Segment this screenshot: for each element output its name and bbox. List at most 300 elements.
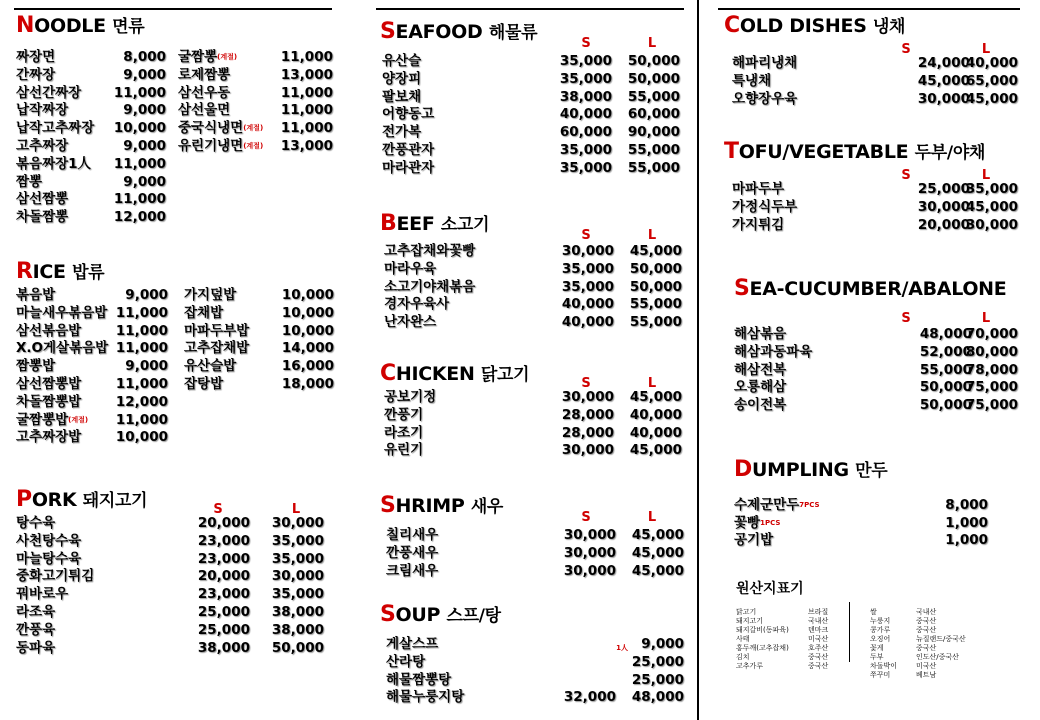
menu-item-name: 산라탕: [386, 653, 426, 670]
menu-item-price-large: 35,000: [271, 586, 324, 603]
menu-item: [732, 90, 1032, 108]
menu-item: [178, 84, 333, 102]
origin-section: [736, 578, 1026, 718]
seacuc-size-l: L: [981, 311, 991, 326]
origin-title: 원산지표기: [736, 581, 804, 597]
menu-item: [16, 66, 166, 84]
menu-item-name: 깐풍기: [384, 406, 424, 423]
menu-item: [384, 242, 694, 260]
menu-item-price: 12,000: [113, 209, 166, 226]
menu-item-price-small: 40,000: [561, 296, 614, 313]
menu-item: [16, 173, 166, 191]
menu-item-price-large: 50,000: [627, 53, 680, 69]
menu-item-note: (계절): [243, 142, 264, 150]
tofu-section: [724, 140, 1024, 250]
menu-item-name: 오룡해삼: [734, 379, 787, 396]
chicken-section: [380, 362, 690, 472]
menu-item-price: 1,000: [945, 532, 988, 548]
menu-item: [16, 585, 336, 603]
cold-size-s: S: [901, 42, 911, 57]
menu-item-name: 볶음짜장1人: [16, 155, 92, 172]
menu-item: [16, 48, 166, 66]
menu-item-price-large: 55,000: [627, 159, 680, 176]
menu-item-price-small: 60,000: [559, 124, 612, 141]
menu-item-price-small: 30,000: [563, 545, 616, 561]
beef-size-s: S: [581, 228, 591, 243]
menu-item-name: 유산슬밥: [184, 358, 237, 375]
menu-item-price: 9,000: [123, 138, 166, 154]
menu-item-name: 잡탕밥: [184, 376, 224, 392]
menu-item-price: 9,000: [123, 173, 166, 190]
menu-item: [382, 141, 692, 159]
top-rule-right: [718, 8, 1020, 10]
seafood-title: SEAFOOD 해물류: [380, 19, 538, 44]
tofu-size-s: S: [901, 168, 911, 183]
menu-item: [384, 388, 694, 406]
menu-item-price-large: 48,000: [631, 689, 684, 706]
menu-item-name: 차돌짬뽕: [16, 209, 69, 226]
menu-item-price: 11,000: [115, 304, 168, 321]
menu-item: [178, 101, 333, 119]
menu-item: [16, 322, 168, 340]
menu-item-name: 사천탕수육: [16, 532, 82, 549]
menu-item-price: 11,000: [115, 376, 168, 392]
menu-item-name: 크림새우: [386, 563, 439, 579]
menu-item-name: 양장피: [382, 70, 422, 87]
menu-item-price-small: 28,000: [561, 406, 614, 423]
menu-item: [734, 514, 1024, 532]
cold-title: COLD DISHES 냉채: [724, 13, 906, 38]
shrimp-size-l: L: [647, 510, 657, 525]
menu-item-price: 9,000: [125, 358, 168, 375]
menu-item-name: 잡채밥: [184, 304, 224, 321]
menu-item-name: 짬뽕: [16, 173, 43, 190]
menu-item: [734, 361, 1024, 379]
menu-item-price-large: 40,000: [629, 424, 682, 441]
menu-item-name: 삼선간짜장: [16, 84, 82, 101]
pork-section: [16, 488, 336, 668]
menu-item-name: 짬뽕밥: [16, 358, 56, 375]
menu-item-name: 고추짜장밥: [16, 429, 82, 446]
menu-item-price-small: 52,000: [919, 343, 972, 360]
menu-item-name: 깐풍관자: [382, 142, 435, 158]
menu-item: [386, 688, 696, 706]
pork-title: PORK 돼지고기: [16, 487, 148, 512]
shrimp-size-s: S: [581, 510, 591, 525]
shrimp-section: [380, 494, 690, 584]
menu-item-name: 꽃빵1PCS: [734, 514, 781, 531]
menu-item-price-large: 25,000: [631, 671, 684, 688]
menu-item-note: (계절): [243, 124, 264, 133]
menu-item-price-small: 35,000: [561, 278, 614, 295]
menu-item-note: (계절): [68, 415, 89, 424]
noodle-title: NOODLE 면류: [16, 13, 145, 38]
menu-item-price-small: 20,000: [197, 515, 250, 531]
menu-item: [178, 137, 333, 155]
menu-item-price: 10,000: [281, 304, 334, 321]
menu-item-name: 유산슬: [382, 53, 422, 69]
menu-item-price-large: 38,000: [271, 621, 324, 638]
menu-item-name: 차돌짬뽕밥: [16, 393, 82, 410]
menu-item-name: 로제짬뽕: [178, 66, 231, 83]
menu-item-price-large: 45,000: [629, 442, 682, 459]
menu-item-price: 11,000: [113, 84, 166, 101]
dumpling-section: [734, 458, 1024, 558]
menu-item-name: 난자완스: [384, 314, 437, 331]
menu-item: [386, 562, 696, 580]
menu-item-price-small: 20,000: [917, 216, 970, 233]
menu-item-price-large: 45,000: [965, 198, 1018, 215]
menu-item: [16, 357, 168, 375]
origin-col-items-1: 닭고기 돼지고기 돼지갈비(동파육) 사태 홍두깨(고추잡채) 김치 고추가루: [736, 608, 789, 670]
menu-item: [382, 105, 692, 123]
dumpling-title: DUMPLING 만두: [734, 457, 888, 482]
column-divider: [697, 0, 699, 720]
seafood-size-s: S: [581, 36, 591, 51]
menu-item-name: 칠리새우: [386, 527, 439, 543]
menu-item-name: 송이전복: [734, 397, 787, 414]
menu-item: [16, 286, 168, 304]
menu-item-price-small: 30,000: [561, 243, 614, 259]
menu-item-price-small: 25,000: [917, 181, 970, 197]
menu-item-note: (계절): [217, 53, 238, 61]
origin-col-origins-2: 국내산 중국산 중국산 뉴질랜드/중국산 중국산 인도산/중국산 미국산 베트남: [916, 608, 966, 679]
menu-item-price-small: 50,000: [919, 379, 972, 396]
menu-item-name: 납작고추짜장: [16, 120, 95, 137]
menu-item-name: 유린기: [384, 442, 424, 459]
menu-item-price: 1,000: [945, 514, 988, 531]
menu-item-name: 라조육: [16, 604, 56, 620]
menu-item-price-large: 45,000: [629, 243, 682, 259]
menu-item-name: 볶음밥: [16, 287, 56, 303]
menu-item: [732, 216, 1032, 234]
menu-item-price-small: 35,000: [561, 260, 614, 277]
menu-item-price-small: 35,000: [559, 142, 612, 158]
menu-item-note: 1PCS: [760, 518, 781, 527]
menu-item: [382, 70, 692, 88]
beef-section: [380, 212, 690, 342]
menu-item: [184, 286, 334, 304]
menu-item-name: 마라우육: [384, 260, 437, 277]
menu-item-price: 11,000: [115, 322, 168, 339]
menu-item: [384, 406, 694, 424]
menu-item: [16, 339, 168, 357]
menu-item: [384, 313, 694, 331]
menu-item: [734, 531, 1024, 549]
menu-item-price: 11,000: [280, 120, 333, 137]
menu-item-name: 라조기: [384, 424, 424, 441]
menu-item-price-large: 75,000: [965, 379, 1018, 396]
menu-item-name: 고추잡채와꽃빵: [384, 243, 476, 259]
menu-item-price-large: 45,000: [631, 563, 684, 579]
tofu-size-l: L: [981, 168, 991, 183]
menu-item: [732, 72, 1032, 90]
menu-item-name: 공기밥: [734, 532, 774, 548]
menu-item-price-small: 30,000: [561, 442, 614, 459]
menu-item-price: 11,000: [113, 191, 166, 208]
menu-item-price-small: 25,000: [197, 604, 250, 620]
menu-item-name: 고추잡채밥: [184, 340, 250, 357]
menu-item-price: 11,000: [115, 340, 168, 357]
menu-item-name: 소고기야채볶음: [384, 278, 476, 295]
menu-item: [16, 411, 168, 429]
menu-item-name: 고추짜장: [16, 138, 69, 154]
soup-title: SOUP 스프/탕: [380, 602, 501, 627]
menu-item-name: 특냉채: [732, 72, 772, 89]
menu-item: [16, 639, 336, 657]
menu-item-price-large: 70,000: [965, 326, 1018, 342]
menu-item-price: 11,000: [115, 411, 168, 428]
menu-item: [16, 101, 166, 119]
menu-item-price: 13,000: [280, 138, 333, 154]
menu-item-note: 7PCS: [799, 501, 820, 509]
chicken-title: CHICKEN 닭고기: [380, 361, 530, 386]
menu-item: [16, 621, 336, 639]
pork-size-s: S: [213, 502, 223, 517]
menu-item-price: 10,000: [281, 287, 334, 303]
menu-item-price-large: 45,000: [631, 527, 684, 543]
menu-item-price-large: 55,000: [627, 88, 680, 105]
menu-item: [16, 514, 336, 532]
menu-item-price-small: 23,000: [197, 586, 250, 603]
menu-item-price-large: 78,000: [965, 361, 1018, 378]
menu-item-price-large: 40,000: [965, 55, 1018, 71]
menu-item: [732, 54, 1032, 72]
menu-item: [16, 567, 336, 585]
menu-item: [16, 304, 168, 322]
menu-item: [734, 378, 1024, 396]
seafood-size-l: L: [647, 36, 657, 51]
menu-item-name: 가지덮밥: [184, 287, 237, 303]
menu-item-price-small: 50,000: [919, 397, 972, 414]
menu-item-name: 중화고기튀김: [16, 568, 95, 585]
menu-item-name: 공보기정: [384, 389, 437, 405]
menu-item-price: 11,000: [280, 49, 333, 65]
menu-item-price: 9,000: [123, 102, 166, 119]
menu-item-name: 삼선우동: [178, 84, 231, 101]
menu-item-name: 해삼과동파육: [734, 343, 813, 360]
seacuc-size-s: S: [901, 311, 911, 326]
menu-item-price-small: 23,000: [197, 550, 250, 567]
menu-item-price-small: 35,000: [559, 53, 612, 69]
menu-item-name: 중국식냉면(계절): [178, 120, 264, 137]
menu-item-name: X.O게살볶음밥: [16, 340, 109, 357]
beef-title: BEEF 소고기: [380, 211, 490, 236]
menu-item-price: 11,000: [113, 155, 166, 172]
cold-section: [724, 14, 1024, 124]
menu-item-price-small: 30,000: [561, 389, 614, 405]
menu-item-price: 8,000: [945, 497, 988, 513]
menu-item-price-small: 55,000: [919, 361, 972, 378]
menu-item-price-large: 30,000: [271, 515, 324, 531]
menu-item-name: 해삼볶음: [734, 326, 787, 342]
menu-item-price-large: 90,000: [627, 124, 680, 141]
seafood-section: [380, 20, 690, 180]
menu-item: [386, 653, 696, 671]
menu-item: [178, 48, 333, 66]
origin-divider: [849, 602, 850, 662]
menu-item: [16, 532, 336, 550]
menu-item-price: 10,000: [281, 322, 334, 339]
menu-item: [16, 428, 168, 446]
menu-item-price-small: 30,000: [563, 563, 616, 579]
menu-item: [384, 441, 694, 459]
menu-item-name: 탕수육: [16, 515, 56, 531]
menu-item-note: 1人: [616, 644, 628, 652]
menu-item-price-small: 23,000: [197, 532, 250, 549]
menu-item-price-large: 30,000: [271, 568, 324, 585]
menu-item-price: 11,000: [280, 84, 333, 101]
menu-item-name: 유린기냉면(계절): [178, 138, 264, 154]
menu-item-name: 마파두부: [732, 181, 785, 197]
menu-item-price-large: 50,000: [271, 639, 324, 656]
menu-item-price-small: 35,000: [559, 159, 612, 176]
menu-item-name: 삼선짬뽕: [16, 191, 69, 208]
menu-item: [16, 550, 336, 568]
menu-item-price: 16,000: [281, 358, 334, 375]
menu-item-name: 납작짜장: [16, 102, 69, 119]
menu-item-price-small: 30,000: [563, 527, 616, 543]
menu-item: [386, 635, 696, 653]
menu-item: [16, 137, 166, 155]
menu-item-price-large: 50,000: [627, 70, 680, 87]
pork-size-l: L: [291, 502, 301, 517]
menu-item-name: 삼선짬뽕밥: [16, 376, 82, 392]
menu-item-name: 가지튀김: [732, 216, 785, 233]
menu-item: [384, 295, 694, 313]
menu-item: [16, 603, 336, 621]
chicken-size-l: L: [647, 376, 657, 391]
menu-item-name: 굴짬뽕(계절): [178, 49, 238, 65]
menu-item-price-small: 32,000: [563, 689, 616, 706]
menu-item: [16, 375, 168, 393]
menu-item: [382, 52, 692, 70]
menu-item-name: 굴짬뽕밥(계절): [16, 411, 89, 428]
menu-item-price-large: 40,000: [629, 406, 682, 423]
menu-item: [16, 84, 166, 102]
menu-item: [382, 123, 692, 141]
menu-item-price-large: 9,000: [641, 636, 684, 652]
menu-item-price-large: 65,000: [965, 72, 1018, 89]
rice-section: [16, 260, 336, 450]
menu-item-price-large: 25,000: [631, 653, 684, 670]
menu-item: [184, 339, 334, 357]
menu-item-price-small: 38,000: [559, 88, 612, 105]
menu-item-name: 수제군만두7PCS: [734, 497, 820, 513]
menu-item: [734, 343, 1024, 361]
menu-item-price-large: 55,000: [627, 142, 680, 158]
menu-item: [16, 155, 166, 173]
menu-item: [384, 278, 694, 296]
menu-item-name: 깐풍육: [16, 621, 56, 638]
rice-title: RICE 밥류: [16, 259, 105, 284]
menu-item: [734, 496, 1024, 514]
menu-item: [178, 119, 333, 137]
shrimp-title: SHRIMP 새우: [380, 493, 504, 518]
menu-item-name: 마파두부밥: [184, 322, 250, 339]
menu-item: [734, 396, 1024, 414]
menu-item: [184, 375, 334, 393]
menu-item: [382, 88, 692, 106]
menu-item-price-large: 60,000: [627, 106, 680, 123]
menu-item: [386, 526, 696, 544]
menu-item: [178, 66, 333, 84]
chicken-size-s: S: [581, 376, 591, 391]
menu-item-price: 8,000: [123, 49, 166, 65]
menu-item-price-small: 35,000: [559, 70, 612, 87]
menu-item-price-small: 30,000: [917, 90, 970, 107]
menu-item-price: 9,000: [125, 287, 168, 303]
menu-item-price-small: 45,000: [917, 72, 970, 89]
menu-item-price-large: 50,000: [629, 260, 682, 277]
menu-item-name: 어향동고: [382, 106, 435, 123]
menu-item-price-large: 55,000: [629, 296, 682, 313]
menu-item-price-large: 35,000: [271, 532, 324, 549]
menu-item-name: 삼선울면: [178, 102, 231, 119]
soup-section: [380, 603, 690, 713]
menu-item-name: 팔보채: [382, 88, 422, 105]
menu-item-price-large: 75,000: [965, 397, 1018, 414]
menu-item-name: 전가복: [382, 124, 422, 141]
menu-item-price-large: 55,000: [629, 314, 682, 331]
menu-item-price: 9,000: [123, 66, 166, 83]
menu-item-price-small: 30,000: [917, 198, 970, 215]
menu-item: [734, 325, 1024, 343]
menu-item-name: 마늘새우볶음밥: [16, 304, 108, 321]
menu-item-price-large: 45,000: [965, 90, 1018, 107]
menu-item-name: 꿔바로우: [16, 586, 69, 603]
menu-item-price-large: 45,000: [629, 389, 682, 405]
noodle-section: [16, 14, 336, 234]
menu-item-price: 10,000: [113, 120, 166, 137]
menu-item: [16, 393, 168, 411]
menu-item-price-small: 48,000: [919, 326, 972, 342]
menu-item-name: 해물누룽지탕: [386, 689, 465, 706]
menu-item-price: 13,000: [280, 66, 333, 83]
menu-item: [184, 357, 334, 375]
menu-item-price-small: 38,000: [197, 639, 250, 656]
menu-item-price-small: 28,000: [561, 424, 614, 441]
menu-item-price-large: 38,000: [271, 604, 324, 620]
menu-item: [386, 544, 696, 562]
menu-item: [382, 159, 692, 177]
origin-col-origins-1: 브라질 국내산 덴마크 미국산 호주산 중국산 중국산: [808, 608, 829, 670]
origin-col-items-2: 쌀 누룽지 콩가루 오징어 꽃게 두부 차돌박이 쭈꾸미: [870, 608, 898, 679]
menu-item: [732, 198, 1032, 216]
menu-item: [16, 119, 166, 137]
seacuc-section: [734, 277, 1024, 427]
menu-item-price-large: 80,000: [965, 343, 1018, 360]
menu-item-price: 14,000: [281, 340, 334, 357]
menu-item-name: 간짜장: [16, 66, 56, 83]
menu-item-price-large: 45,000: [631, 545, 684, 561]
menu-item: [16, 208, 166, 226]
menu-item-name: 해파리냉채: [732, 55, 798, 71]
menu-item-price-small: 40,000: [559, 106, 612, 123]
menu-item-price-large: 35,000: [271, 550, 324, 567]
tofu-title: TOFU/VEGETABLE 두부/야채: [724, 139, 986, 164]
top-rule-middle: [376, 8, 684, 10]
menu-item-price-small: 25,000: [197, 621, 250, 638]
seacuc-title: SEA-CUCUMBER/ABALONE: [734, 276, 1007, 301]
menu-item-name: 해삼전복: [734, 361, 787, 378]
menu-item: [384, 260, 694, 278]
menu-item-price-small: 20,000: [197, 568, 250, 585]
menu-item-name: 해물짬뽕탕: [386, 671, 452, 688]
menu-item-price-large: 35,000: [965, 181, 1018, 197]
menu-item: [184, 322, 334, 340]
cold-size-l: L: [981, 42, 991, 57]
